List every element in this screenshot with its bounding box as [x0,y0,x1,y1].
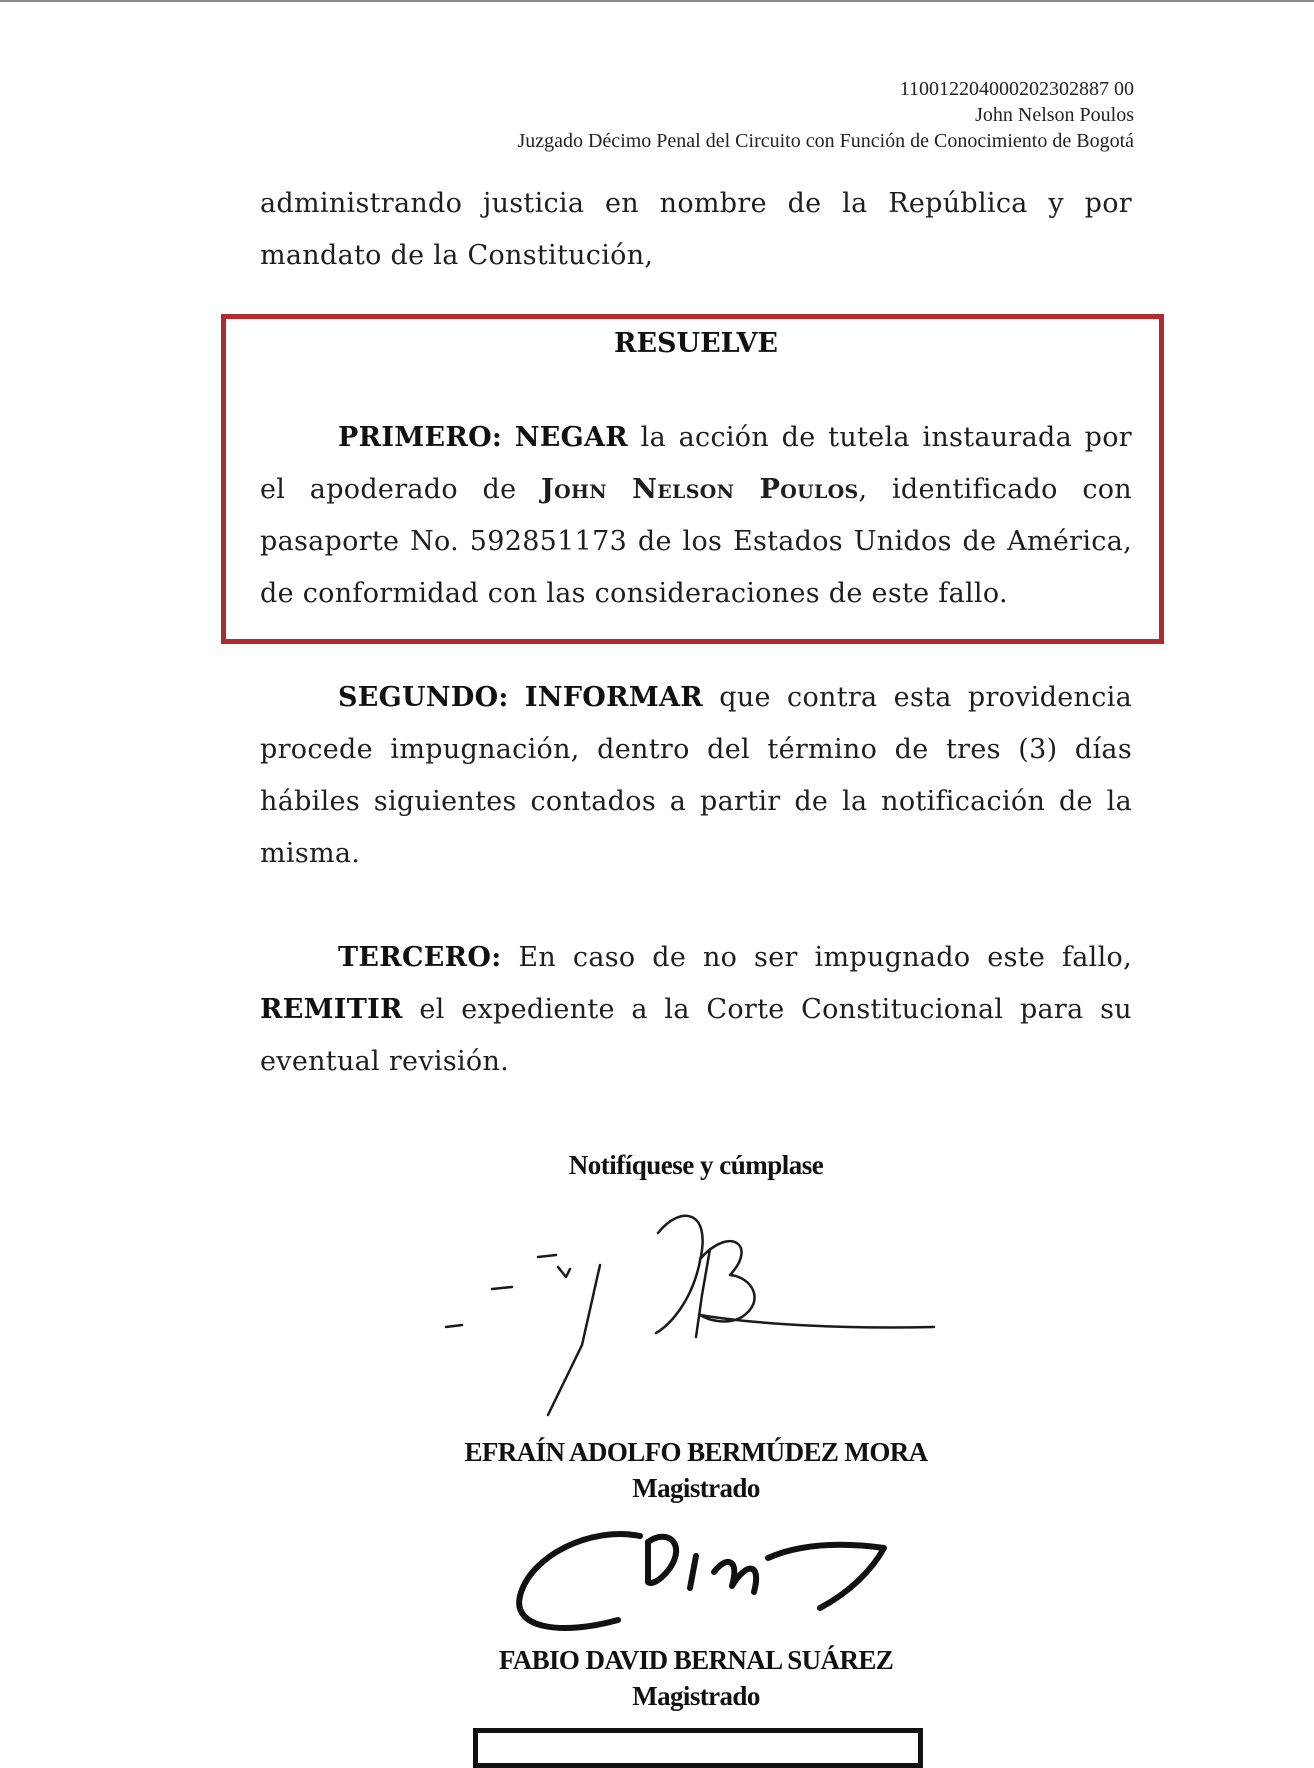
signer-1-role: Magistrado [632,1473,760,1503]
tercero-verb: REMITIR [260,994,403,1025]
tercero-text-b: el expediente a la Corte Constitucional para su eventual revisión. [260,994,1132,1077]
primero-text-a: la acción de tutela instaurada por el apoderado de [260,422,1132,505]
party-name: John Nelson Poulos [975,104,1134,126]
resolution-heading: RESUELVE [614,328,778,359]
signer-2 [260,1642,1132,1714]
petitioner-name: John Nelson Poulos [541,474,859,505]
signer-2-name: FABIO DAVID BERNAL SUÁREZ [498,1645,894,1675]
signer-2-role: Magistrado [632,1681,760,1711]
tercero-paragraph [260,932,1132,1088]
signer-1-name: EFRAÍN ADOLFO BERMÚDEZ MORA [464,1437,928,1467]
page-top-border [0,0,1314,2]
case-number: 110012204000202302887 00 [899,78,1134,100]
tercero-label: TERCERO: [338,942,502,973]
primero-paragraph [260,412,1132,620]
tercero-text-a: En caso de no ser impugnado este fallo, [501,942,1132,973]
segundo-label: SEGUNDO: [338,682,509,713]
document-header [517,76,1134,154]
primero-verb: NEGAR [514,422,629,453]
cut-off-stamp-box [473,1728,923,1768]
signature-image-2 [500,1512,900,1642]
closing-formula: Notifíquese y cúmplase [568,1150,824,1180]
court-name: Juzgado Décimo Penal del Circuito con Función de Conocimiento de Bogotá [517,130,1134,152]
segundo-verb: INFORMAR [524,682,704,713]
primero-text-b: , identificado con pasaporte No. 592851173 de los Estados Unidos de América, de conformidad con las consideraciones de este fallo. [260,474,1132,609]
intro-paragraph: administrando justicia en nombre de la República y por mandato de la Constitución, [260,188,1132,271]
signature-image-1 [430,1205,960,1425]
segundo-paragraph [260,672,1132,880]
segundo-text: que contra esta providencia procede impugnación, dentro del término de tres (3) días hábiles siguientes contados a partir de la notificación de la misma. [260,682,1133,869]
signer-1 [260,1434,1132,1506]
primero-label: PRIMERO: [338,422,503,453]
